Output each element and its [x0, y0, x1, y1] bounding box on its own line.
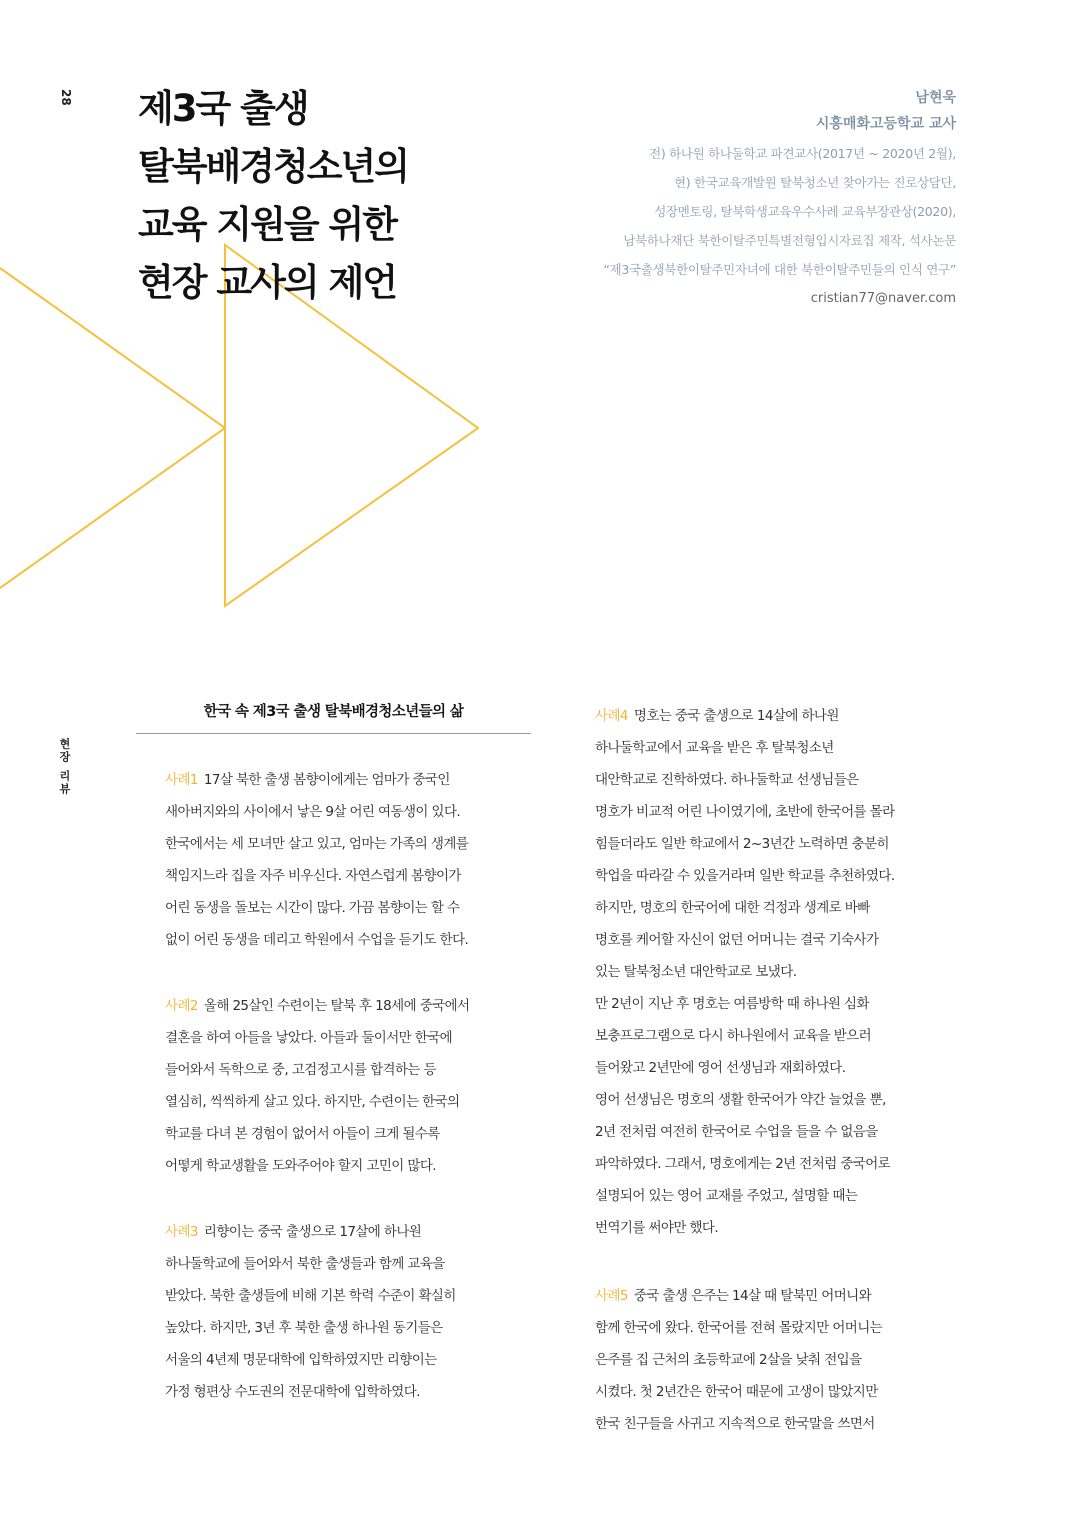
case-line — [165, 1216, 531, 1248]
case-text: 17살 북한 출생 봄향이에게는 엄마가 중국인 — [203, 772, 450, 788]
case-line: 2년 전처럼 여전히 한국어로 수업을 들을 수 없음을 — [595, 1124, 878, 1140]
case-text: 중국 출생 은주는 14살 때 탈북민 어머니와 — [633, 1288, 872, 1304]
case-line — [165, 990, 531, 1022]
author-bio-line: 남북하나재단 북한이탈주민특별전형입시자료집 제작, 석사논문 — [623, 233, 956, 248]
title-line: 교육 지원을 위한 — [138, 203, 396, 246]
case-line: 번역기를 써야만 했다. — [595, 1220, 719, 1236]
case-tag: 사례1 — [165, 772, 198, 788]
section-side-label: 현장 리뷰 — [58, 738, 71, 796]
case-line: 열심히, 씩씩하게 살고 있다. 하지만, 수련이는 한국의 — [165, 1094, 460, 1110]
case-line: 학교를 다녀 본 경험이 없어서 아들이 크게 될수록 — [165, 1126, 440, 1142]
case-line: 학업을 따라갈 수 있을거라며 일반 학교를 추천하였다. — [595, 868, 895, 884]
case-line: 시켰다. 첫 2년간은 한국어 때문에 고생이 많았지만 — [595, 1384, 878, 1400]
section-heading: 한국 속 제3국 출생 탈북배경청소년들의 삶 — [136, 700, 531, 734]
case-line: 한국 친구들을 사귀고 지속적으로 한국말을 쓰면서 — [595, 1416, 875, 1432]
case-text: 명호는 중국 출생으로 14살에 하나원 — [633, 708, 839, 724]
deco-triangle-left — [0, 268, 225, 588]
case-line: 명호를 케어할 자신이 없던 어머니는 결국 기숙사가 — [595, 932, 879, 948]
case-line: 만 2년이 지난 후 명호는 여름방학 때 하나원 심화 — [595, 996, 869, 1012]
case-1 — [136, 764, 531, 956]
author-bio-line: 현) 한국교육개발원 탈북청소년 찾아가는 진로상담단, — [674, 175, 956, 190]
case-line: 결혼을 하여 아들을 낳았다. 아들과 둘이서만 한국에 — [165, 1030, 453, 1046]
author-bio-line: 성장멘토링, 탈북학생교육우수사례 교육부장관상(2020), — [654, 204, 956, 219]
author-bio-line: “제3국출생북한이탈주민자녀에 대한 북한이탈주민들의 인식 연구” — [603, 262, 956, 277]
author-affiliation: 시흥매화고등학교 교사 — [815, 116, 956, 132]
right-column — [595, 700, 960, 1440]
case-line — [165, 764, 531, 796]
title-line: 제3국 출생 — [138, 87, 308, 130]
case-5 — [595, 1280, 960, 1440]
case-line: 높았다. 하지만, 3년 후 북한 출생 하나원 동기들은 — [165, 1320, 443, 1336]
case-line: 함께 한국에 왔다. 한국어를 전혀 몰랐지만 어머니는 — [595, 1320, 883, 1336]
case-line: 받았다. 북한 출생들에 비해 기본 학력 수준이 확실히 — [165, 1288, 456, 1304]
case-line: 하나둘학교에 들어와서 북한 출생들과 함께 교육을 — [165, 1256, 445, 1272]
case-line: 어떻게 학교생활을 도와주어야 할지 고민이 많다. — [165, 1158, 436, 1174]
case-2 — [136, 990, 531, 1182]
case-tag: 사례5 — [595, 1288, 628, 1304]
case-line: 서울의 4년제 명문대학에 입학하였지만 리향이는 — [165, 1352, 437, 1368]
author-name: 남현욱 — [915, 90, 956, 106]
case-line: 가정 형편상 수도권의 전문대학에 입학하였다. — [165, 1384, 420, 1400]
author-info — [396, 86, 956, 313]
case-line: 설명되어 있는 영어 교재를 주었고, 설명할 때는 — [595, 1188, 858, 1204]
left-column — [136, 700, 531, 1408]
case-line: 하나둘학교에서 교육을 받은 후 탈북청소년 — [595, 740, 834, 756]
case-line: 새아버지와의 사이에서 낳은 9살 어린 여동생이 있다. — [165, 804, 461, 820]
page-number: 28 — [59, 89, 73, 106]
author-bio-line: 전) 하나원 하나둘학교 파견교사(2017년 ~ 2020년 2월), — [649, 146, 956, 161]
case-line: 책임지느라 집을 자주 비우신다. 자연스럽게 봄향이가 — [165, 868, 461, 884]
case-line — [595, 700, 960, 732]
case-line: 들어와서 독학으로 중, 고검정고시를 합격하는 등 — [165, 1062, 436, 1078]
title-line: 현장 교사의 제언 — [138, 261, 396, 304]
case-line: 대안학교로 진학하였다. 하나둘학교 선생님들은 — [595, 772, 859, 788]
case-line: 명호가 비교적 어린 나이였기에, 초반에 한국어를 몰라 — [595, 804, 895, 820]
case-line: 있는 탈북청소년 대안학교로 보냈다. — [595, 964, 797, 980]
case-line: 들어왔고 2년만에 영어 선생님과 재회하였다. — [595, 1060, 846, 1076]
case-line: 하지만, 명호의 한국어에 대한 걱정과 생계로 바빠 — [595, 900, 870, 916]
case-tag: 사례3 — [165, 1224, 198, 1240]
case-line: 어린 동생을 돌보는 시간이 많다. 가끔 봄향이는 할 수 — [165, 900, 460, 916]
case-line: 보충프로그램으로 다시 하나원에서 교육을 받으러 — [595, 1028, 872, 1044]
case-line: 힘들더라도 일반 학교에서 2~3년간 노력하면 충분히 — [595, 836, 889, 852]
title-line: 탈북배경청소년의 — [138, 145, 408, 188]
case-line: 파악하였다. 그래서, 명호에게는 2년 전처럼 중국어로 — [595, 1156, 891, 1172]
case-text: 리향이는 중국 출생으로 17살에 하나원 — [203, 1224, 422, 1240]
case-3 — [136, 1216, 531, 1408]
case-line — [595, 1280, 960, 1312]
case-4 — [595, 700, 960, 1244]
case-line: 없이 어린 동생을 데리고 학원에서 수업을 듣기도 한다. — [165, 932, 469, 948]
case-line: 은주를 집 근처의 초등학교에 2살을 낮춰 전입을 — [595, 1352, 862, 1368]
case-text: 올해 25살인 수련이는 탈북 후 18세에 중국에서 — [203, 998, 470, 1014]
case-tag: 사례2 — [165, 998, 198, 1014]
case-tag: 사례4 — [595, 708, 628, 724]
case-line: 영어 선생님은 명호의 생활 한국어가 약간 늘었을 뿐, — [595, 1092, 886, 1108]
case-line: 한국에서는 세 모녀만 살고 있고, 엄마는 가족의 생계를 — [165, 836, 469, 852]
author-email: cristian77@naver.com — [810, 291, 956, 306]
